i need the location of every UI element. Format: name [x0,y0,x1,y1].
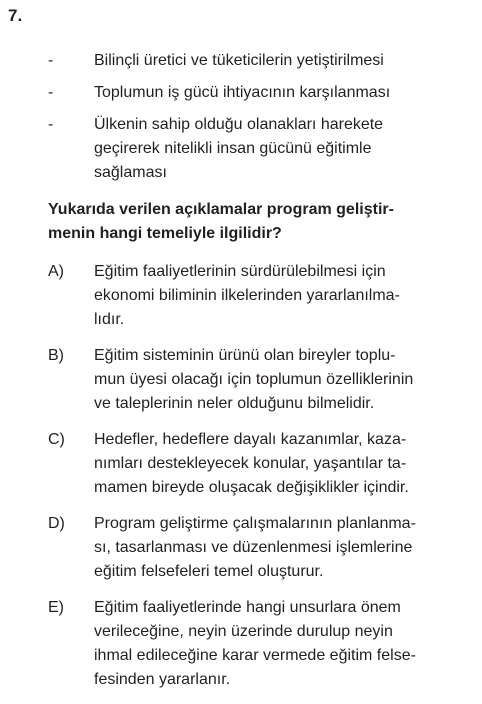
option-letter: A) [48,263,64,280]
option-a[interactable] [48,260,476,332]
option-line: Eğitim faaliyetlerinin sürdürülebilmesi için [94,263,386,280]
premise-dash: - [48,52,54,69]
premise-text [94,81,468,105]
option-line: nımları destekleyecek konular, yaşantılar ta- [94,455,407,472]
option-line: sı, tasarlanması ve düzenlenmesi işlemlerine [94,539,413,556]
option-b[interactable] [48,344,476,416]
premise-line: Ülkenin sahip olduğu olanakları harekete [94,116,384,133]
option-text [94,428,476,500]
premise-list [48,49,468,193]
stem-line: Yukarıda verilen açıklamalar program geliştir- [48,201,394,218]
option-e[interactable] [48,596,476,692]
answer-options [48,260,476,704]
premise-dash: - [48,116,54,133]
option-text [94,512,476,584]
option-line: ve taleplerinin neler olduğunu bilmelidir. [94,395,375,412]
option-line: Eğitim sisteminin ürünü olan bireyler toplu- [94,347,396,364]
premise-text [94,113,468,185]
option-line: Eğitim faaliyetlerinde hangi unsurlara önem [94,599,401,616]
option-text [94,260,476,332]
option-letter: D) [48,515,65,532]
option-line: ihmal edileceğine karar vermede eğitim felse- [94,647,416,664]
option-line: eğitim felsefeleri temel oluşturur. [94,563,324,580]
option-line: mun üyesi olacağı için toplumun özelliklerinin [94,371,414,388]
option-line: lıdır. [94,311,125,328]
premise-dash: - [48,84,54,101]
premise-line: Bilinçli üretici ve tüketicilerin yetiştirilmesi [94,52,384,69]
option-line: mamen bireyde oluşacak değişiklikler içindir. [94,479,409,496]
option-letter: B) [48,347,64,364]
premise-item [48,49,468,73]
premise-line: Toplumun iş gücü ihtiyacının karşılanması [94,84,391,101]
option-line: Program geliştirme çalışmalarının planlanma- [94,515,416,532]
option-text [94,596,476,692]
option-line: verileceğine, neyin üzerinde durulup neyin [94,623,393,640]
stem-line: menin hangi temeliyle ilgilidir? [48,225,282,242]
premise-line: geçirerek nitelikli insan gücünü eğitimle [94,140,372,157]
premise-item [48,113,468,185]
option-line: fesinden yararlanır. [94,671,231,688]
option-c[interactable] [48,428,476,500]
premise-line: sağlaması [94,164,167,181]
option-line: Hedefler, hedeflere dayalı kazanımlar, kaza- [94,431,407,448]
premise-item [48,81,468,105]
question-stem [48,198,476,246]
option-text [94,344,476,416]
premise-text [94,49,468,73]
option-line: ekonomi biliminin ilkelerinden yararlanılma- [94,287,400,304]
question-number: 7. [8,6,23,25]
option-letter: C) [48,431,65,448]
option-letter: E) [48,599,64,616]
option-d[interactable] [48,512,476,584]
